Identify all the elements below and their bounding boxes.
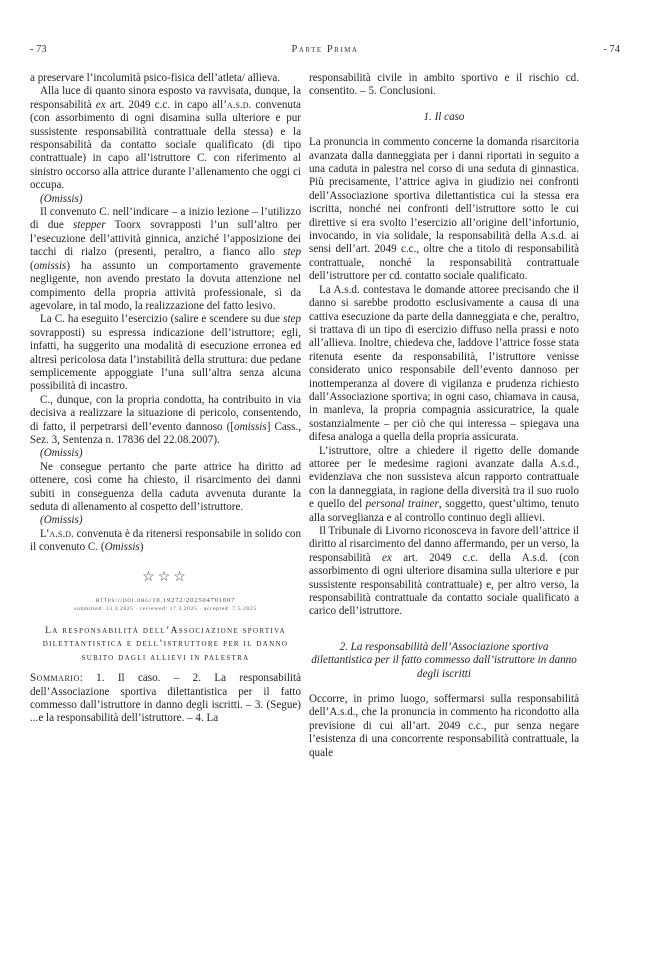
omissis-note: (Omissis) bbox=[40, 447, 83, 460]
paragraph: L’a.s.d. convenuta è da ritenersi responsabile in solido con il convenuto C. (Omissis) bbox=[30, 527, 301, 554]
summary: Sommario: 1. Il caso. – 2. La responsabilità dell’Associazione sportiva dilettantistica per il fatto commesso dall’istruttore in danno degli iscritti. – 3. (Segue) ...e la responsabilità dell’istruttore. – 4. La bbox=[30, 672, 301, 725]
paragraph: Alla luce di quanto sinora esposto va ravvisata, dunque, la responsabilità ex art. 2049 c.c. in capo all’a.s.d. convenuta (con assorbimento di ogni disamina sulla ulteriore e pur sussistente responsabilità contrattuale della stessa) e la responsabilità da contatto sociale qualificato (di tipo contrattuale) in capo all’istruttore C. con riferimento al sinistro occorso alla attrice durante l’allenamento che oggi ci occupa. bbox=[30, 85, 301, 192]
left-page-number: - 73 bbox=[30, 44, 47, 55]
paragraph: Il convenuto C. nell’indicare – a inizio lezione – l’utilizzo di due stepper Toorx sovrapposti l’un sull’altro per l’esecuzione dell’attività ginnica, anziché l’apposizione dei tacchi di rialzo (presenti, peraltro, a fianco allo step (omissis) ha assunto un comportamento gravemente negligente, non avendo prestato la dovuta attenzione nel compimento della propria attività professionale, sì da agevolare, in tal modo, la realizzazione del fatto lesivo. bbox=[30, 206, 301, 312]
omissis-note: (Omissis) bbox=[40, 192, 83, 205]
paragraph: Ne consegue pertanto che parte attrice ha diritto ad ottenere, così come ha chiesto, il risarcimento dei danni subiti in conseguenza della caduta avvenuta durante la seduta di allenamento al cospetto dell’istruttore. bbox=[30, 460, 301, 513]
paragraph: Il Tribunale di Livorno riconosceva in favore dell’attrice il diritto al risarcimento del danno affermando, per un verso, la responsabilità ex art. 2049 c.c. della A.s.d. (con assorbimento di ogni ulteriore disamina sulla ulteriore e pur sussistente responsabilità contrattuale) e, per altro verso, la responsabilità contrattuale da contatto sociale qualificato a carico dell’istruttore. bbox=[309, 525, 580, 618]
section-heading-1: 1. Il caso bbox=[423, 110, 465, 123]
paragraph: La A.s.d. contestava le domande attoree precisando che il danno si sarebbe prodotto esclusivamente a causa di una cattiva esecuzione da parte della danneggiata e che, peraltro, si trattava di un tipo di esercizio diffuso nella prassi e noto all’allieva. Inoltre, chiedeva che, laddove l’attrice fosse stata ritenuta esente da responsabilità, l’istruttore venisse considerato unico responsabile dell’evento dannoso per inottemperanza al dovere di vigilanza e prudenza richiesto dall’Associazione sportiva; in ogni caso, chiamava in causa, in manleva, la propria compagnia assicuratrice, la quale sostanzialmente – per ciò che qui interessa – spiegava una difesa analoga a quella della propria assicurata. bbox=[309, 283, 579, 444]
right-column bbox=[309, 72, 579, 760]
article-title: La responsabilità dell’Associazione sportiva dilettantistica e dell’istruttore per il danno subito dagli allievi in palestra bbox=[42, 625, 289, 663]
running-head: Parte Prima bbox=[291, 44, 359, 55]
paragraph: L’istruttore, oltre a chiedere il rigetto delle domande attoree per le medesime ragioni avanzate dalla A.s.d., evidenziava che non sussisteva alcun rapporto contrattuale con la danneggiata, in ragione della diversità tra il suo ruolo e quello del personal trainer, soggetto, quest’ultimo, tenuto alla sorveglianza e al controllo continuo degli allievi. bbox=[309, 444, 579, 524]
right-page-number: - 74 bbox=[603, 44, 620, 55]
paragraph: C., dunque, con la propria condotta, ha contribuito in via decisiva a realizzare la situazione di pericolo, consentendo, di fatto, il perpetrarsi dell’evento dannoso ([omissis] Cass., Sez. 3, Sentenza n. 17836 del 22.08.2007). bbox=[30, 393, 301, 446]
paragraph: Occorre, in primo luogo, soffermarsi sulla responsabilità dell’A.s.d., che la pronuncia in commento ha ricondotto alla previsione di cui all’art. 2049 c.c., pur senza negare l’esistenza di una concorrente responsabilità contrattuale, la quale bbox=[309, 693, 579, 759]
omissis-note: (Omissis) bbox=[40, 514, 83, 527]
section-stars: ☆☆☆ bbox=[142, 569, 189, 585]
left-column bbox=[30, 72, 301, 726]
summary-continuation: responsabilità civile in ambito sportivo e il rischio cd. consentito. – 5. Conclusioni. bbox=[309, 72, 579, 98]
doi-link[interactable]: https://doi.org/10.19272/202504701007 bbox=[95, 597, 236, 605]
page-header bbox=[30, 44, 620, 58]
submission-dates: submitted: 13.3.2025 · reviewed: 17.3.2025 · accepted: 7.5.2025 bbox=[74, 606, 257, 613]
paragraph: La C. ha eseguito l’esercizio (salire e scendere su due step sovrapposti) su espressa indicazione dell’istruttore; egli, infatti, ha suggerito una modalità di esecuzione erronea ed altresì pericolosa data l’instabilità della struttura: due pedane semplicemente appoggiate l’una sull’altra senza alcuna possibilità di incastro. bbox=[30, 313, 301, 393]
paragraph: La pronuncia in commento concerne la domanda risarcitoria avanzata dalla danneggiata per i danni riportati in seguito a una caduta in palestra nel corso di una seduta di ginnastica. Più precisamente, l’attrice agiva in giudizio nei confronti dell’Associazione sportiva dilettantistica cui la stessa era iscritta, nonché nei confronti dell’istruttore sotto le cui direttive si era svolto l’esercizio all’origine dell’infortunio, invocando, in via solidale, la responsabilità della A.s.d. ai sensi dell’art. 2049 c.c., oltre che a titolo di responsabilità contrattuale, nonché la responsabilità contrattuale dell’istruttore per cd. contatto sociale qualificato. bbox=[309, 136, 579, 283]
section-heading-2: 2. La responsabilità dell’Associazione sportiva dilettantistica per il fatto commesso dall’istruttore in danno degli iscritti bbox=[311, 640, 577, 680]
paragraph: a preservare l’incolumità psico-fisica dell’atleta/ allieva. bbox=[30, 72, 281, 84]
